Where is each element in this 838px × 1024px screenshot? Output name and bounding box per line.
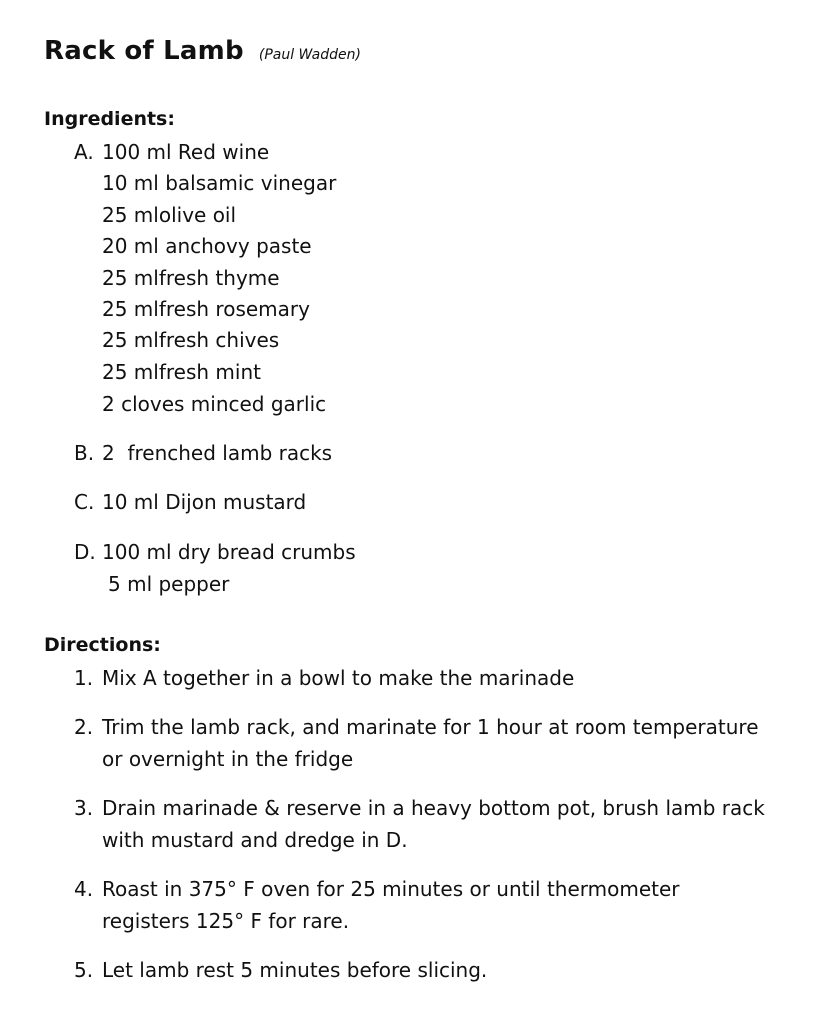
ingredient-line: 25 mlfresh chives: [102, 328, 280, 352]
author-credit: (Paul Wadden): [258, 47, 361, 63]
ingredient-line: 25 mlolive oil: [102, 203, 237, 227]
step-number: 5.: [74, 958, 94, 982]
direction-step: [74, 666, 574, 690]
ingredient-text: 2 frenched lamb racks: [102, 441, 333, 465]
step-text: Mix A together in a bowl to make the marinade: [102, 666, 575, 690]
ingredient-line: 25 mlfresh mint: [102, 360, 261, 384]
step-text: Let lamb rest 5 minutes before slicing.: [102, 958, 488, 982]
step-text: Trim the lamb rack, and marinate for 1 hour at room temperature: [102, 715, 759, 739]
title-row: [44, 36, 361, 66]
step-text: Roast in 375° F oven for 25 minutes or until thermometer: [102, 877, 680, 901]
ingredient-text: 100 ml Red wine: [102, 140, 270, 164]
direction-step: [74, 715, 759, 739]
ingredient-line: [74, 490, 306, 514]
direction-step: [74, 877, 680, 901]
group-marker-c: C.: [74, 490, 95, 514]
ingredient-line: [74, 140, 269, 164]
step-text: Drain marinade & reserve in a heavy bottom pot, brush lamb rack: [102, 796, 765, 820]
ingredient-line: 2 cloves minced garlic: [102, 392, 327, 416]
page-title: Rack of Lamb: [44, 36, 244, 66]
step-text-continued: or overnight in the fridge: [102, 747, 354, 771]
ingredient-line: 10 ml balsamic vinegar: [102, 171, 337, 195]
group-marker-a: A.: [74, 140, 94, 164]
step-text-continued: with mustard and dredge in D.: [102, 828, 408, 852]
ingredient-line: 5 ml pepper: [108, 572, 230, 596]
ingredient-line: 25 mlfresh rosemary: [102, 297, 310, 321]
step-number: 1.: [74, 666, 94, 690]
step-number: 3.: [74, 796, 94, 820]
group-marker-b: B.: [74, 441, 95, 465]
group-marker-d: D.: [74, 540, 96, 564]
ingredient-text: 10 ml Dijon mustard: [102, 490, 307, 514]
step-number: 4.: [74, 877, 94, 901]
ingredient-text: 100 ml dry bread crumbs: [102, 540, 356, 564]
direction-step: [74, 958, 487, 982]
ingredient-line: 20 ml anchovy paste: [102, 234, 312, 258]
ingredient-line: 25 mlfresh thyme: [102, 266, 280, 290]
ingredient-line: [74, 441, 332, 465]
step-text-continued: registers 125° F for rare.: [102, 909, 350, 933]
step-number: 2.: [74, 715, 94, 739]
direction-step: [74, 796, 765, 820]
directions-heading: Directions:: [44, 634, 161, 656]
ingredients-heading: Ingredients:: [44, 108, 175, 130]
ingredient-line: [74, 540, 356, 564]
